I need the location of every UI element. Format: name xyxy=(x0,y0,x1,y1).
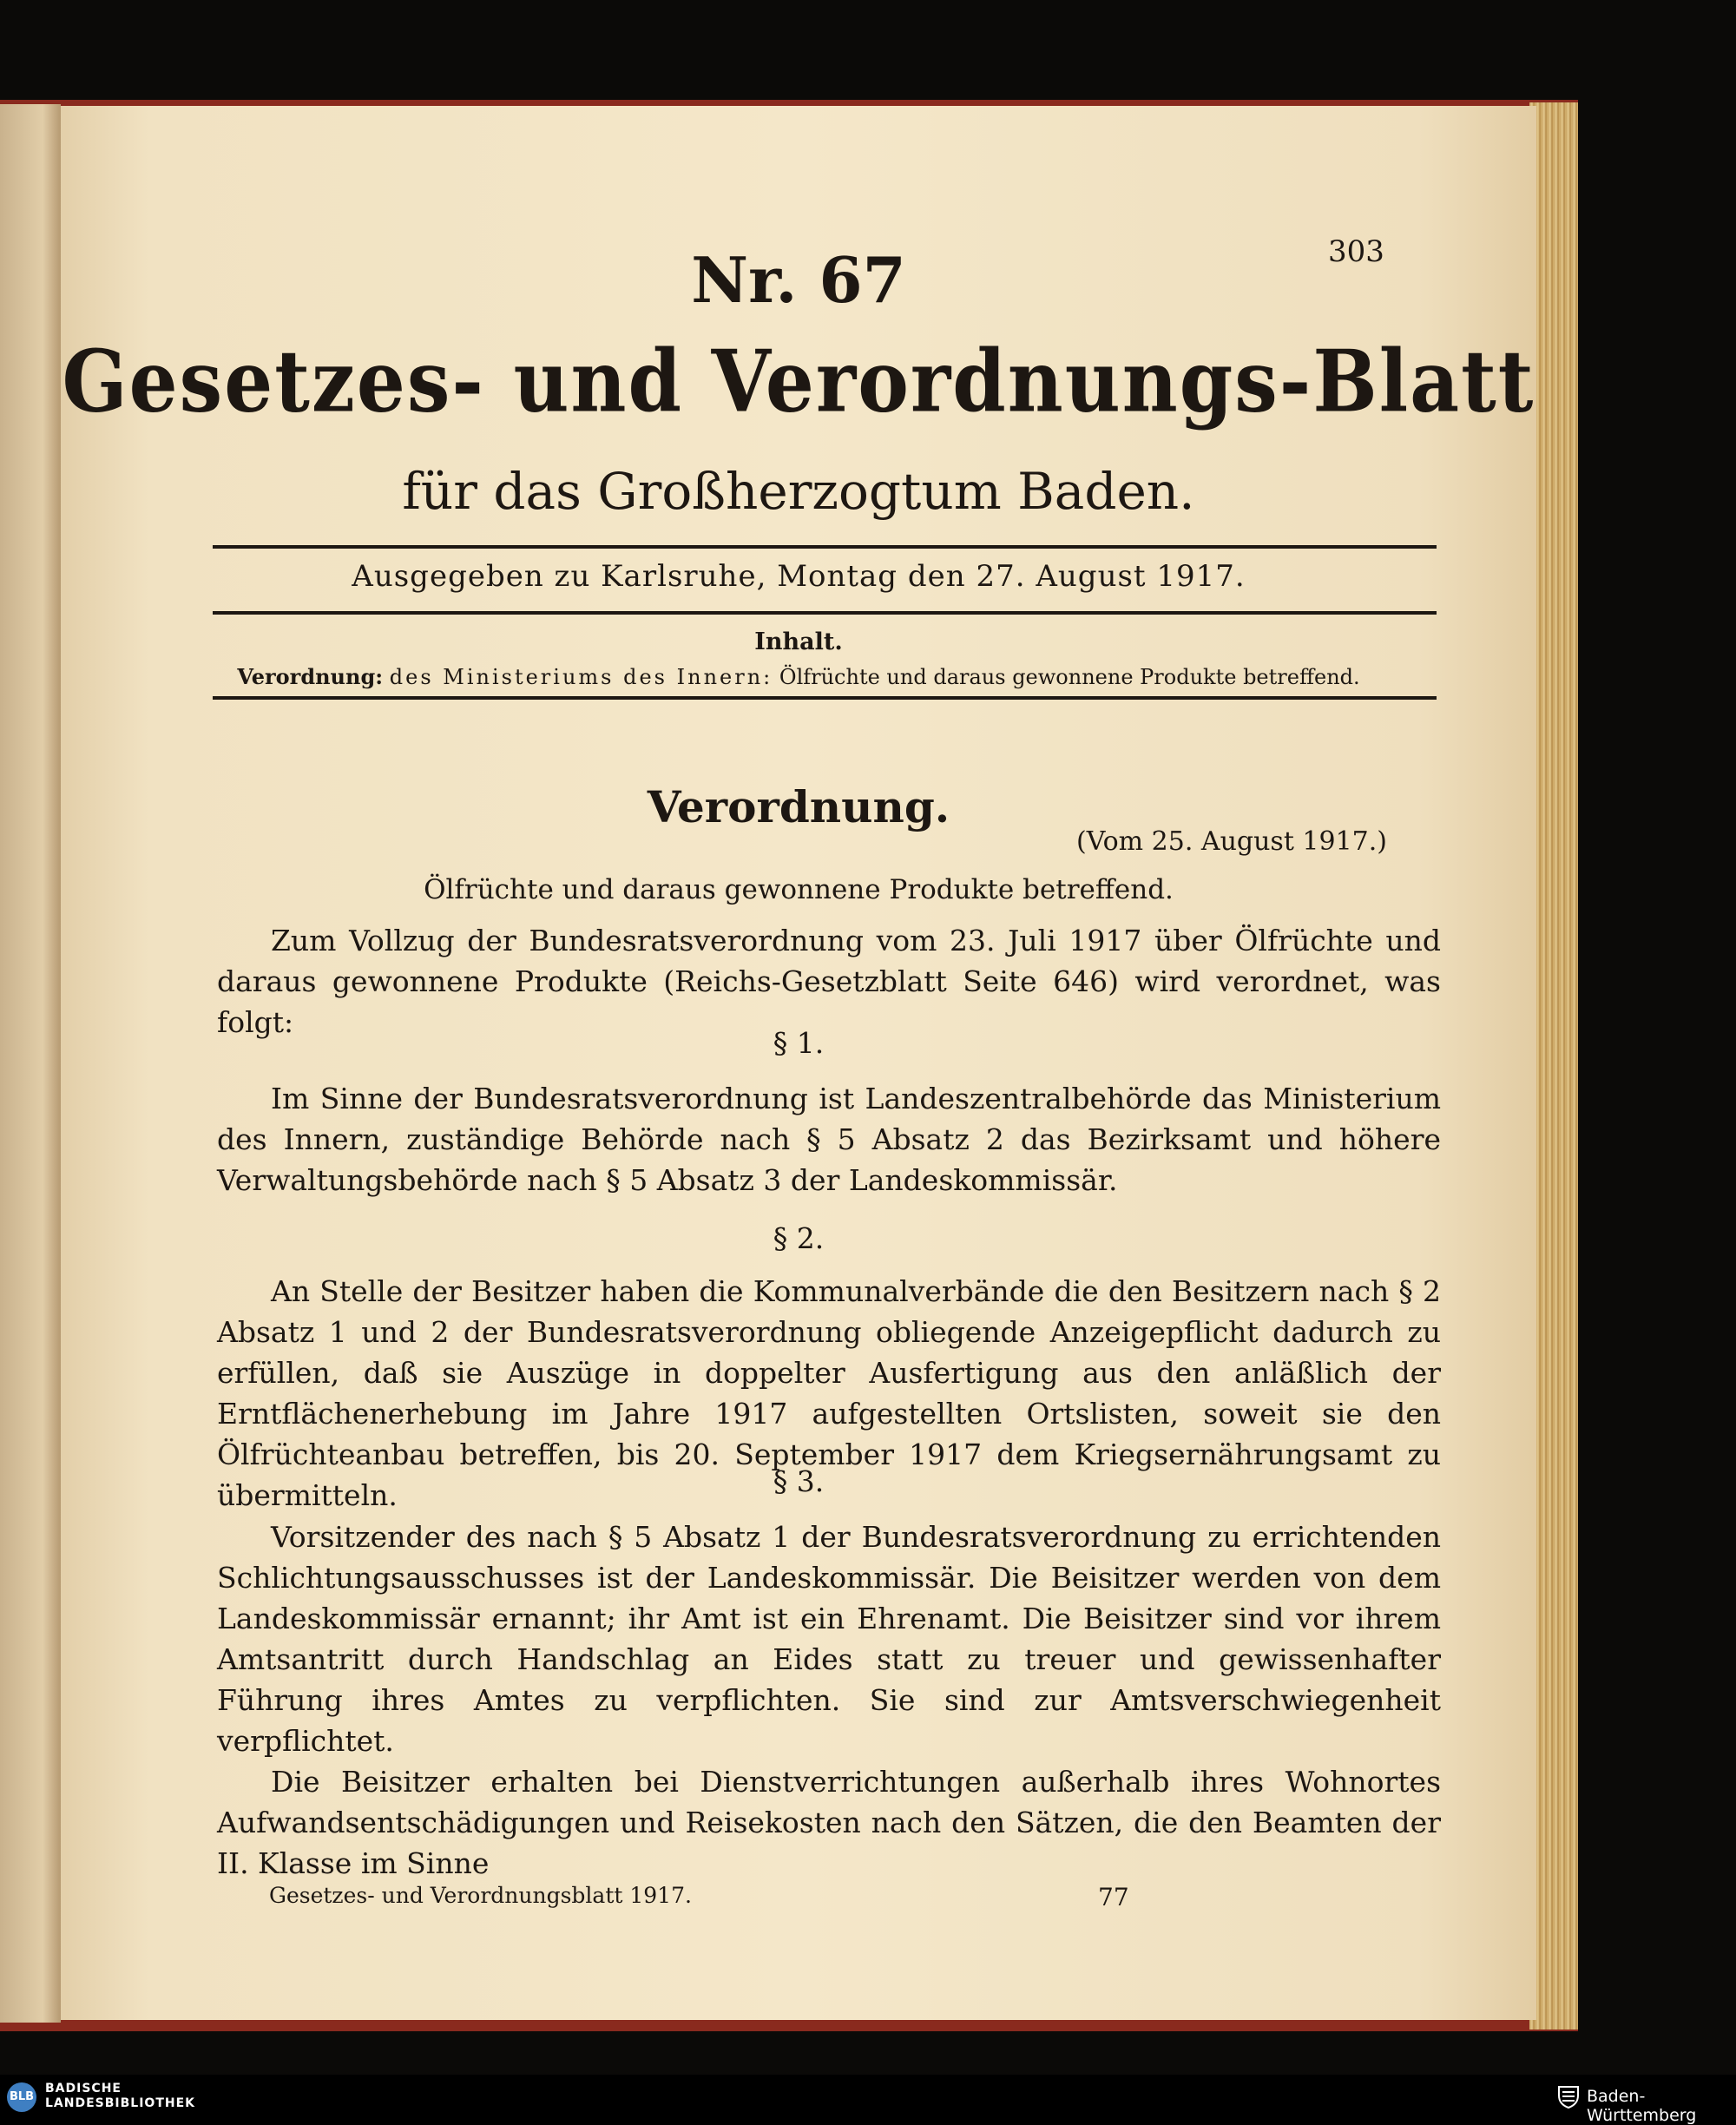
section-heading-2: § 2. xyxy=(773,1221,825,1255)
state-name[interactable]: Baden-Württemberg xyxy=(1587,2087,1697,2125)
intro-text: Zum Vollzug der Bundesratsverordnung vom 23. Juli 1917 über Ölfrüchte und daraus gewonnene Produkte (Reichs-Gesetzblatt Seite 646) wird verordnet, was folgt: xyxy=(217,924,1441,1039)
toc-ministry: des Ministeriums des Innern: xyxy=(389,665,773,689)
section-3-paragraph-1: Vorsitzender des nach § 5 Absatz 1 der Bundesratsverordnung zu errichtenden Schlichtungsausschusses ist der Landeskommissär. Die Beisitzer werden von dem Landeskommissär ernannt; ihr Amt ist ein Ehrenamt. Die Beisitzer sind vor ihrem Amtsantritt durch Handschlag an Eides statt zu treuer und gewissenhafter Führung ihres Amtes zu verpflichten. Sie sind zur Amtsverschwiegenheit verpflichtet. xyxy=(217,1520,1441,1758)
blb-logo-icon[interactable]: BLB xyxy=(7,2082,36,2112)
library-name-line2: LANDESBIBLIOTHEK xyxy=(45,2096,196,2110)
intro-paragraph xyxy=(217,920,1441,1043)
toc-entry xyxy=(61,664,1536,689)
footer-signature: 77 xyxy=(1098,1883,1129,1911)
toc-heading: Inhalt. xyxy=(754,628,843,655)
rule-middle xyxy=(213,611,1437,615)
document-page xyxy=(61,106,1536,2020)
section-heading-3: § 3. xyxy=(773,1464,825,1498)
rule-bottom xyxy=(213,696,1437,700)
issue-date-line: Ausgegeben zu Karlsruhe, Montag den 27. August 1917. xyxy=(352,559,1246,594)
decree-title: Verordnung. xyxy=(647,781,950,832)
library-name-line1: BADISCHE xyxy=(45,2082,122,2095)
toc-subject: Ölfrüchte und daraus gewonnene Produkte betreffend. xyxy=(779,665,1360,689)
decree-date: (Vom 25. August 1917.) xyxy=(1076,826,1387,857)
toc-label: Verordnung: xyxy=(237,664,384,689)
decree-subject: Ölfrüchte und daraus gewonnene Produkte betreffend. xyxy=(424,874,1174,905)
section-1-body xyxy=(217,1078,1441,1201)
footer-publication: Gesetzes- und Verordnungsblatt 1917. xyxy=(269,1883,692,1908)
page-edges xyxy=(1529,102,1578,2030)
section-heading-1: § 1. xyxy=(773,1026,825,1060)
section-1-paragraph: Im Sinne der Bundesratsverordnung ist Landeszentralbehörde das Ministerium des Innern, zuständige Behörde nach § 5 Absatz 2 das Bezirksamt und höhere Verwaltungsbehörde nach § 5 Absatz 3 der Landeskommissär. xyxy=(217,1082,1441,1197)
section-2-paragraph: An Stelle der Besitzer haben die Kommunalverbände die den Besitzern nach § 2 Absatz 1 und 2 der Bundesratsverordnung obliegende Anzeigepflicht dadurch zu erfüllen, daß sie Auszüge in doppelter Ausfertigung aus den anläßlich der Erntflächenerhebung im Jahre 1917 aufgestellten Ortslisten, soweit sie den Ölfrüchteanbau betreffen, bis 20. September 1917 dem Kriegsernährungsamt zu übermitteln. xyxy=(217,1274,1441,1512)
publication-subtitle: für das Großherzogtum Baden. xyxy=(402,462,1195,521)
viewer-footer-bar xyxy=(0,2075,1736,2125)
issue-number: Nr. 67 xyxy=(691,243,906,317)
rule-top xyxy=(213,545,1437,549)
publication-title: Gesetzes- und Verordnungs-Blatt xyxy=(62,330,1535,432)
library-name[interactable] xyxy=(45,2082,195,2111)
page-number: 303 xyxy=(1328,234,1384,269)
section-3-paragraph-2: Die Beisitzer erhalten bei Dienstverrichtungen außerhalb ihres Wohnortes Aufwandsentschädigungen und Reisekosten nach den Sätzen, die den Beamten der II. Klasse im Sinne xyxy=(217,1765,1441,1880)
section-3-body xyxy=(217,1516,1441,1884)
left-page-edge xyxy=(0,104,61,2023)
baden-wuerttemberg-crest-icon xyxy=(1556,2083,1581,2109)
